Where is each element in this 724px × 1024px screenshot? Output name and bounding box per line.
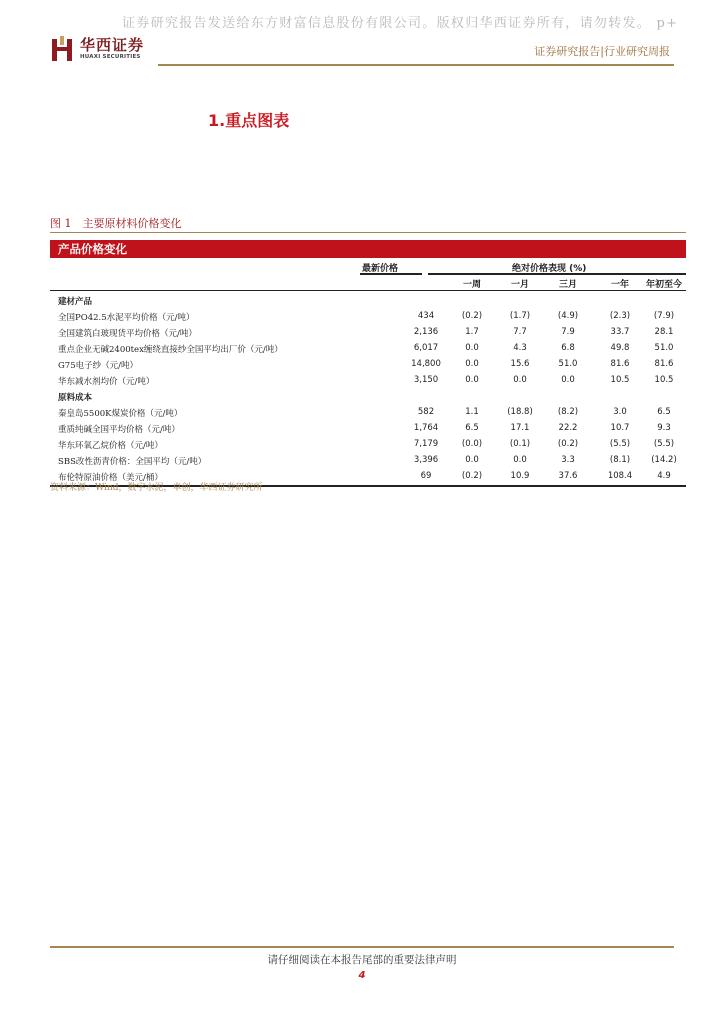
row-label: 华东减水剂均价（元/吨） <box>58 377 155 387</box>
ytd-change-cell: 81.6 <box>654 359 674 369</box>
category-label: 原料成本 <box>58 393 93 403</box>
row-label: 全国建筑白玻现货平均价格（元/吨） <box>58 329 197 339</box>
year-change-cell: 108.4 <box>607 471 633 481</box>
table-row <box>50 372 686 388</box>
month-change-cell: 4.3 <box>513 343 527 353</box>
ytd-change-cell: (7.9) <box>653 311 675 321</box>
latest-price-cell: 3,396 <box>413 455 439 465</box>
row-label: G75电子纱（元/吨） <box>58 361 138 371</box>
huaxi-logo-icon <box>52 36 72 62</box>
period-header: 一年 <box>610 280 629 290</box>
latest-price-cell: 69 <box>420 471 432 481</box>
latest-price-cell: 1,764 <box>413 423 439 433</box>
period-header: 一月 <box>510 280 529 290</box>
latest-price-cell: 434 <box>417 311 435 321</box>
month-change-cell: 7.7 <box>513 327 527 337</box>
month-change-cell: (1.7) <box>509 311 531 321</box>
month-change-cell: 15.6 <box>510 359 530 369</box>
month-change-cell: 0.0 <box>513 455 527 465</box>
logo-english: HUAXI SECURITIES <box>80 54 141 60</box>
year-change-cell: 81.6 <box>610 359 630 369</box>
quarter-change-cell: 51.0 <box>558 359 578 369</box>
latest-price-cell: 7,179 <box>413 439 439 449</box>
header-latest-price: 最新价格 <box>362 264 399 274</box>
footer-divider <box>50 946 674 948</box>
table-period-row <box>50 274 686 290</box>
table-row <box>50 420 686 436</box>
year-change-cell: 49.8 <box>610 343 630 353</box>
page-number: 4 <box>358 970 366 981</box>
year-change-cell: 10.7 <box>610 423 630 433</box>
table-row <box>50 436 686 452</box>
table-row <box>50 404 686 420</box>
header-divider <box>158 64 674 66</box>
week-change-cell: 6.5 <box>465 423 479 433</box>
quarter-change-cell: 0.0 <box>561 375 575 385</box>
year-change-cell: (8.1) <box>609 455 631 465</box>
table-banner <box>50 240 686 258</box>
latest-price-cell: 14,800 <box>411 359 441 369</box>
quarter-change-cell: 6.8 <box>561 343 575 353</box>
week-change-cell: 0.0 <box>465 375 479 385</box>
figure-divider <box>50 232 686 233</box>
table-row <box>50 452 686 468</box>
category-row <box>50 292 686 308</box>
month-change-cell: 17.1 <box>510 423 530 433</box>
week-change-cell: (0.2) <box>461 471 483 481</box>
ytd-change-cell: (5.5) <box>653 439 675 449</box>
quarter-change-cell: (4.9) <box>557 311 579 321</box>
week-change-cell: 0.0 <box>465 343 479 353</box>
week-change-cell: 0.0 <box>465 455 479 465</box>
row-label: 全国PO42.5水泥平均价格（元/吨） <box>58 313 195 323</box>
row-label: 布伦特原油价格（美元/桶） <box>58 473 163 483</box>
watermark: 证券研究报告发送给东方财富信息股份有限公司。版权归华西证券所有，请勿转发。 p+ <box>122 16 679 31</box>
header-bottom-rule <box>50 290 686 291</box>
period-header: 年初至今 <box>645 280 682 290</box>
footer-disclaimer: 请仔细阅读在本报告尾部的重要法律声明 <box>267 954 457 966</box>
period-header: 一周 <box>462 280 481 290</box>
week-change-cell: (0.0) <box>461 439 483 449</box>
year-change-cell: (5.5) <box>609 439 631 449</box>
figure-caption: 图 1 主要原材料价格变化 <box>50 217 182 230</box>
row-label: 秦皇岛5500K煤炭价格（元/吨） <box>58 409 183 419</box>
quarter-change-cell: (8.2) <box>557 407 579 417</box>
banner-title: 产品价格变化 <box>58 242 127 256</box>
week-change-cell: 1.1 <box>465 407 479 417</box>
quarter-change-cell: 37.6 <box>558 471 578 481</box>
ytd-change-cell: (14.2) <box>651 455 677 465</box>
table-row <box>50 356 686 372</box>
ytd-change-cell: 4.9 <box>657 471 671 481</box>
table-row <box>50 340 686 356</box>
row-label: 重质纯碱全国平均价格（元/吨） <box>58 425 180 435</box>
quarter-change-cell: 3.3 <box>561 455 575 465</box>
year-change-cell: 33.7 <box>610 327 630 337</box>
table-row <box>50 324 686 340</box>
report-type: 证券研究报告|行业研究周报 <box>534 45 670 58</box>
ytd-change-cell: 10.5 <box>654 375 674 385</box>
period-header: 三月 <box>558 280 577 290</box>
year-change-cell: 10.5 <box>610 375 630 385</box>
week-change-cell: 1.7 <box>465 327 479 337</box>
logo-text: 华西证券 <box>80 36 145 54</box>
table-header-row <box>50 258 686 274</box>
quarter-change-cell: 7.9 <box>561 327 575 337</box>
category-label: 建材产品 <box>58 297 93 307</box>
week-change-cell: 0.0 <box>465 359 479 369</box>
year-change-cell: (2.3) <box>609 311 631 321</box>
month-change-cell: (18.8) <box>507 407 533 417</box>
section-title: 1.重点图表 <box>208 111 290 130</box>
row-label: SBS改性沥青价格：全国平均（元/吨） <box>58 457 207 467</box>
source-note: 资料来源：Wind，数字水泥，卓创，华西证券研究所 <box>50 483 263 493</box>
latest-price-cell: 582 <box>417 407 435 417</box>
ytd-change-cell: 9.3 <box>657 423 671 433</box>
latest-price-cell: 6,017 <box>413 343 439 353</box>
month-change-cell: 10.9 <box>510 471 530 481</box>
row-label: 华东环氧乙烷价格（元/吨） <box>58 441 163 451</box>
ytd-change-cell: 51.0 <box>654 343 674 353</box>
month-change-cell: (0.1) <box>509 439 531 449</box>
table-row <box>50 308 686 324</box>
quarter-change-cell: 22.2 <box>558 423 578 433</box>
year-change-cell: 3.0 <box>613 407 627 417</box>
ytd-change-cell: 28.1 <box>654 327 674 337</box>
month-change-cell: 0.0 <box>513 375 527 385</box>
latest-price-cell: 2,136 <box>413 327 439 337</box>
quarter-change-cell: (0.2) <box>557 439 579 449</box>
ytd-change-cell: 6.5 <box>657 407 671 417</box>
category-row <box>50 388 686 404</box>
week-change-cell: (0.2) <box>461 311 483 321</box>
latest-price-cell: 3,150 <box>413 375 439 385</box>
row-label: 重点企业无碱2400tex缠绕直接纱全国平均出厂价（元/吨） <box>58 345 283 355</box>
header-price-performance: 绝对价格表现 (%) <box>512 264 587 274</box>
